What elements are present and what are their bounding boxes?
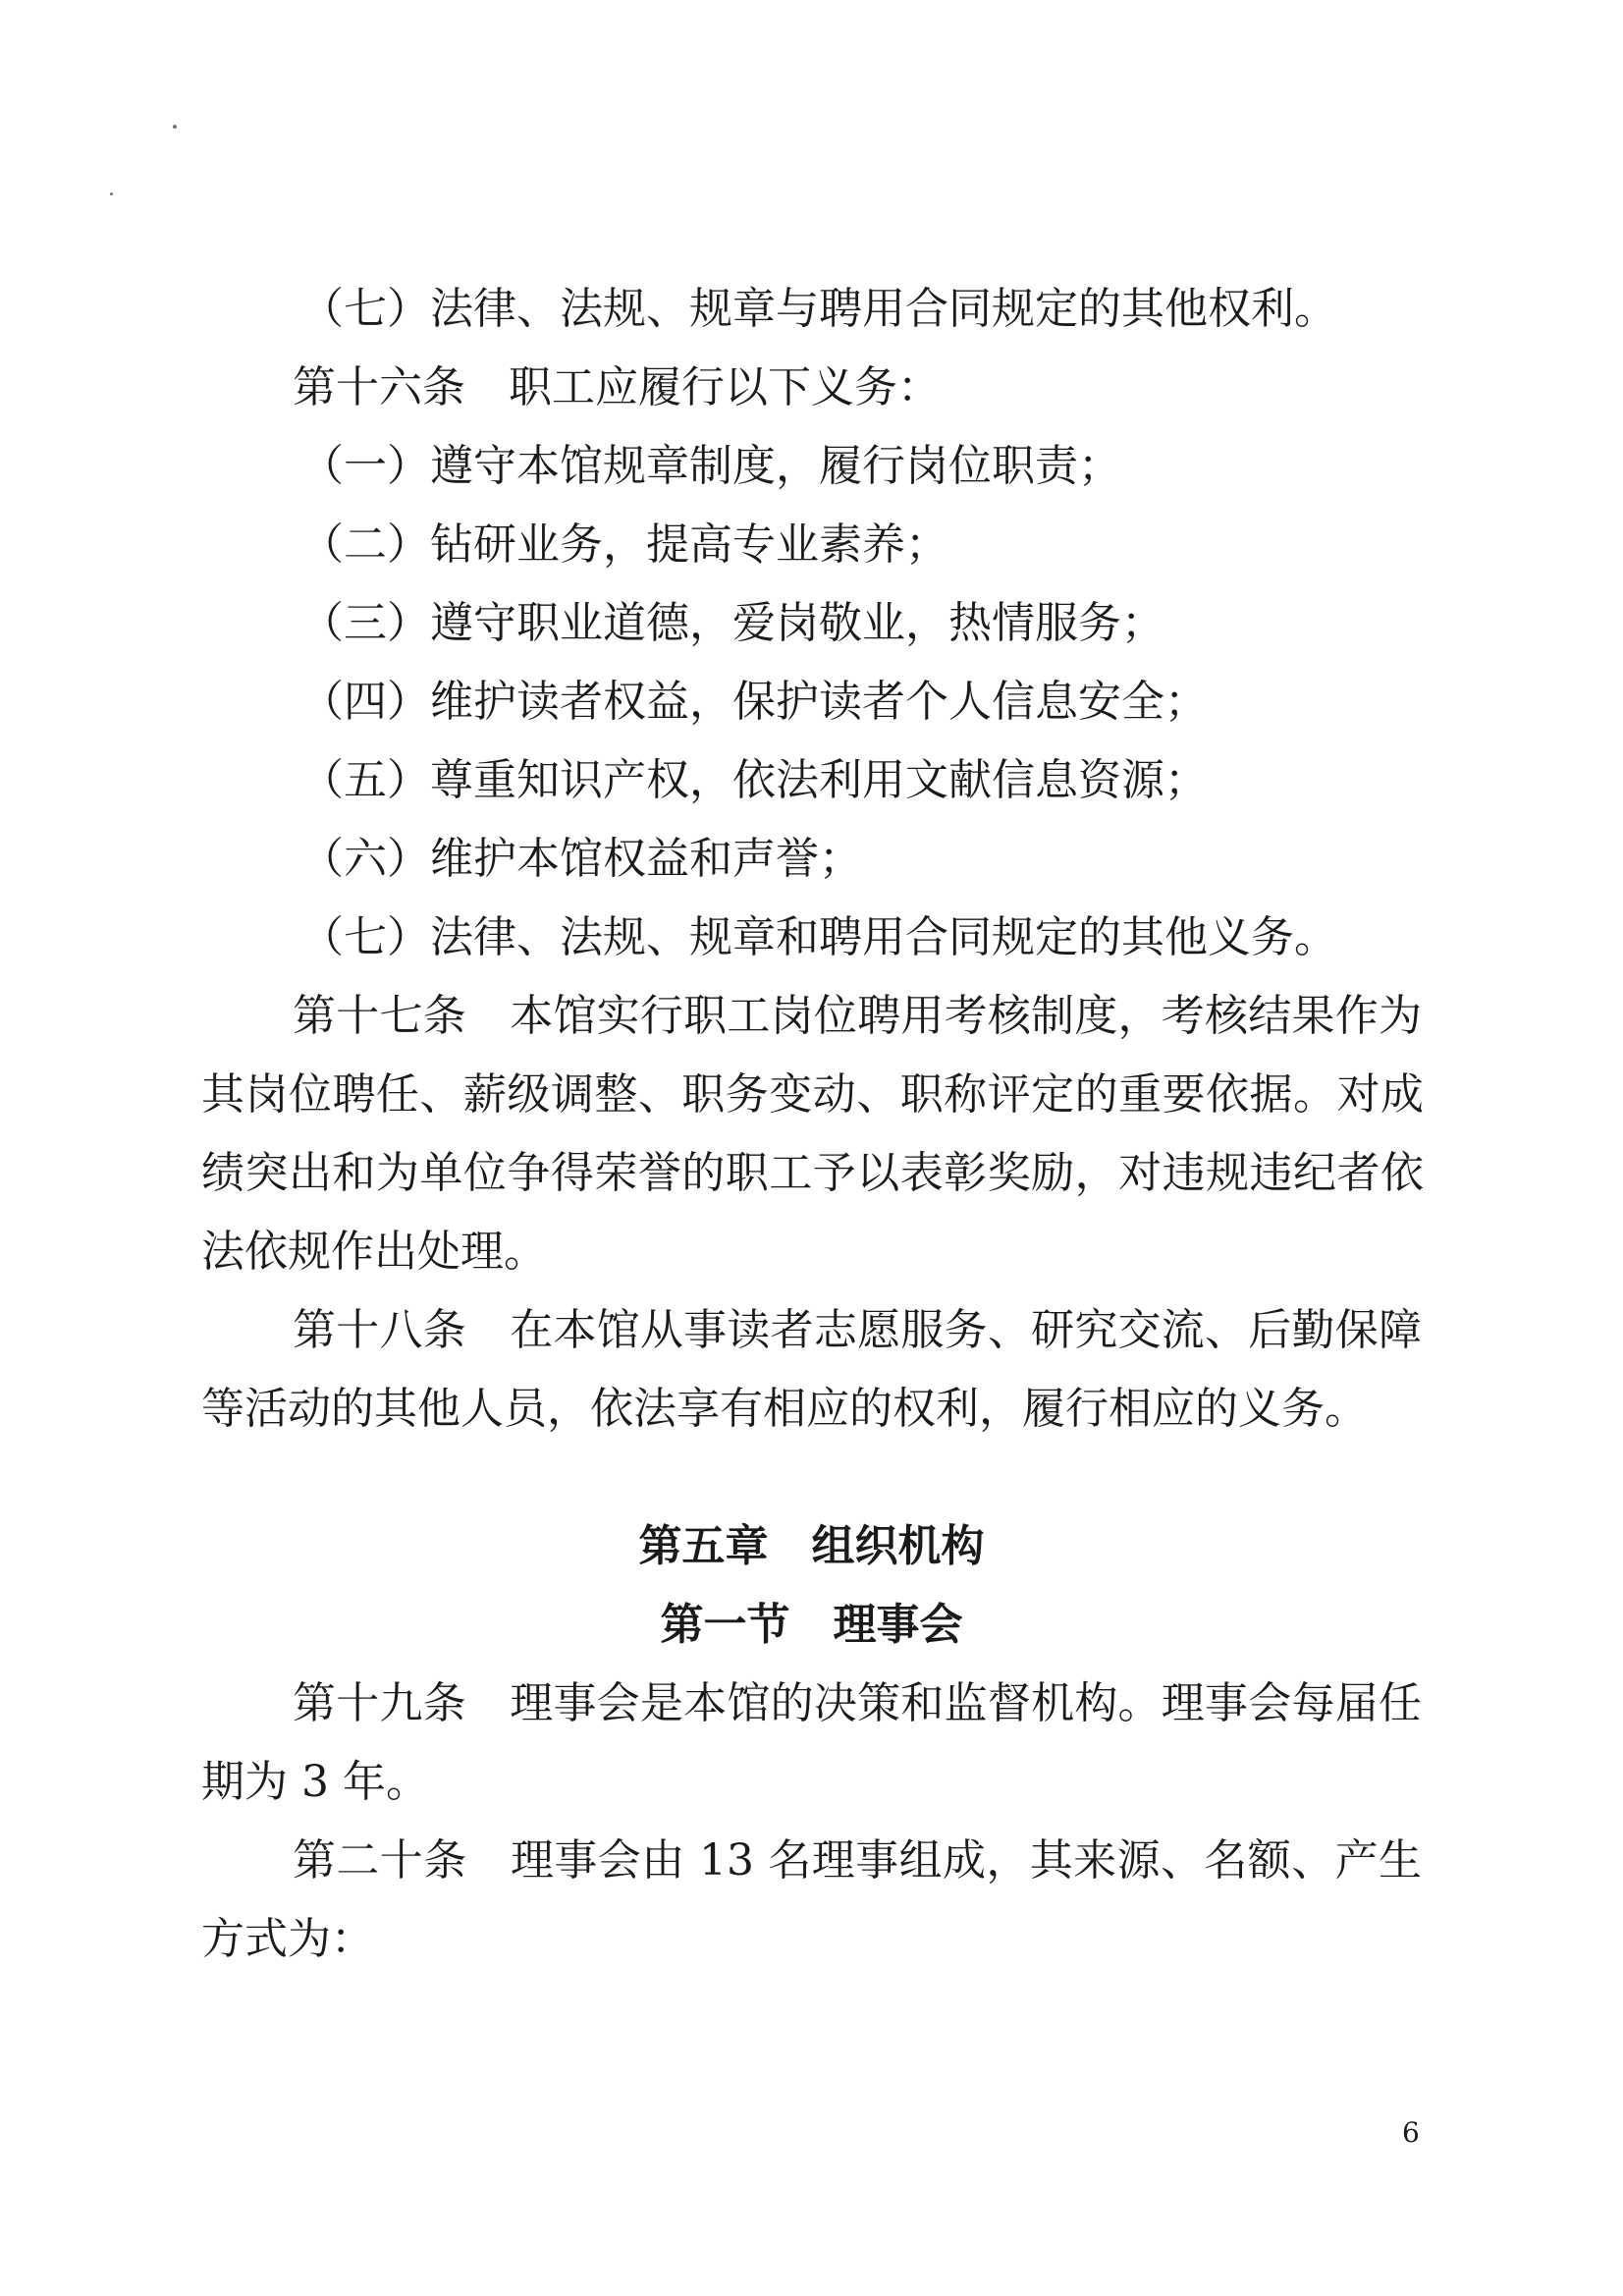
list-item: （二）钻研业务，提高专业素养；: [300, 519, 948, 570]
list-item: （三）遵守职业道德，爱岗敬业，热情服务；: [300, 598, 1164, 648]
paragraph-line: 第十九条 理事会是本馆的决策和监督机构。理事会每届任: [293, 1678, 1422, 1728]
paragraph-line: 绩突出和为单位争得荣誉的职工予以表彰奖励，对违规违纪者依: [201, 1148, 1424, 1198]
paragraph-line: 等活动的其他人员，依法享有相应的权利，履行相应的义务。: [201, 1384, 1368, 1434]
list-item: （四）维护读者权益，保护读者个人信息安全；: [300, 677, 1208, 727]
paragraph-line: 第十七条 本馆实行职工岗位聘用考核制度，考核结果作为: [293, 991, 1422, 1041]
paragraph-line: 第十八条 在本馆从事读者志愿服务、研究交流、后勤保障: [293, 1305, 1422, 1355]
scan-speck: [110, 192, 113, 195]
text-line: （七）法律、法规、规章与聘用合同规定的其他权利。: [300, 284, 1337, 334]
scan-speck: [173, 125, 177, 129]
list-item: （五）尊重知识产权，依法利用文献信息资源；: [300, 755, 1208, 805]
paragraph-line: 方式为：: [201, 1914, 374, 1964]
paragraph-line: 其岗位聘任、薪级调整、职务变动、职称评定的重要依据。对成: [201, 1069, 1424, 1120]
paragraph-line: 期为 3 年。: [201, 1757, 429, 1807]
article-heading-line: 第十六条 职工应履行以下义务：: [293, 362, 941, 412]
list-item: （七）法律、法规、规章和聘用合同规定的其他义务。: [300, 912, 1337, 962]
chapter-title: 第五章 组织机构: [638, 1521, 985, 1571]
section-title: 第一节 理事会: [660, 1600, 963, 1650]
paragraph-line: 第二十条 理事会由 13 名理事组成，其来源、名额、产生: [293, 1835, 1422, 1886]
page-number: 6: [1402, 2116, 1420, 2149]
paragraph-line: 法依规作出处理。: [201, 1227, 547, 1277]
list-item: （六）维护本馆权益和声誉；: [300, 834, 862, 884]
list-item: （一）遵守本馆规章制度，履行岗位职责；: [300, 441, 1121, 491]
